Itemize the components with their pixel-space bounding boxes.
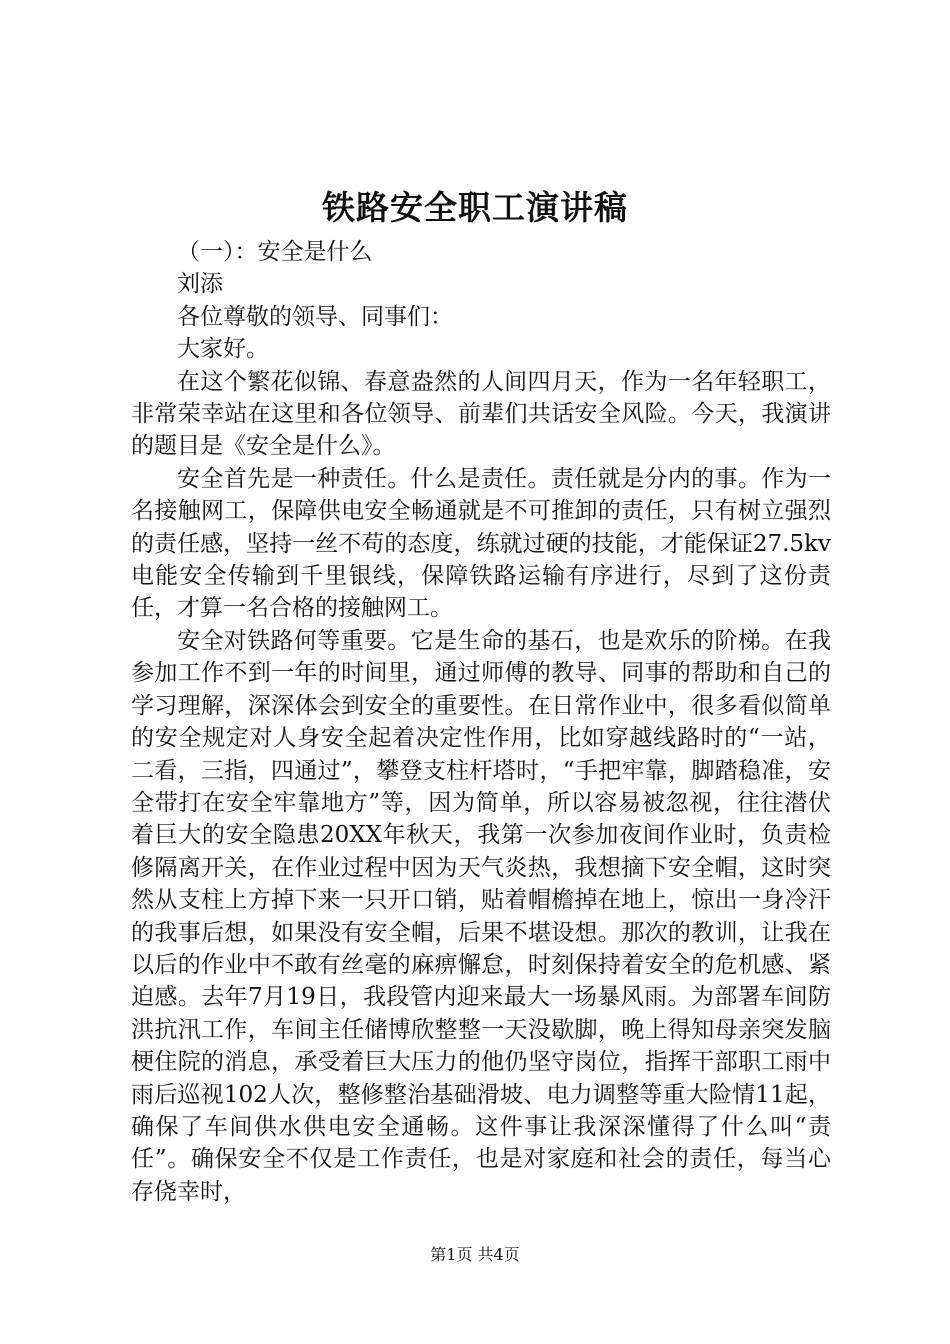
document-title: 铁路安全职工演讲稿	[322, 188, 628, 227]
body-paragraph: 在这个繁花似锦、春意盎然的人间四月天，作为一名年轻职工，非常荣幸站在这里和各位领导、前辈们共话安全风险。今天，我演讲的题目是《安全是什么》。	[131, 368, 831, 460]
greeting: 大家好。	[177, 336, 269, 363]
document-body	[131, 236, 831, 1208]
salutation: 各位尊敬的领导、同事们：	[177, 303, 453, 330]
body-paragraph: 安全对铁路何等重要。它是生命的基石，也是欢乐的阶梯。在我参加工作不到一年的时间里，通过师傅的教导、同事的帮助和自己的学习理解，深深体会到安全的重要性。在日常作业中，很多看似简单的安全规定对人身安全起着决定性作用，比如穿越线路时的“一站，二看，三指，四通过”，攀登支柱杆塔时，“手把牢靠，脚踏稳准，安全带打在安全牢靠地方”等，因为简单，所以容易被忽视，往往潜伏着巨大的安全隐患20XX年秋天，我第一次参加夜间作业时，负责检修隔离开关，在作业过程中因为天气炎热，我想摘下安全帽，这时突然从支柱上方掉下来一只开口销，贴着帽檐掉在地上，惊出一身冷汗的我事后想，如果没有安全帽，后果不堪设想。那次的教训，让我在以后的作业中不敢有丝毫的麻痹懈怠，时刻保持着安全的危机感、紧迫感。去年7月19日，我段管内迎来最大一场暴风雨。为部署车间防洪抗汛工作，车间主任储博欣整整一天没歇脚，晚上得知母亲突发脑梗住院的消息，承受着巨大压力的他仍坚守岗位，指挥干部职工雨中雨后巡视102人次，整修整治基础滑坡、电力调整等重大险情11起，确保了车间供水供电安全通畅。这件事让我深深懂得了什么叫“责任”。确保安全不仅是工作责任，也是对家庭和社会的责任，每当心存侥幸时，	[131, 627, 831, 1205]
section-heading: （一）：安全是什么	[177, 239, 373, 265]
author-name: 刘添	[177, 271, 223, 298]
page-footer: 第1页 共4页	[430, 1245, 520, 1264]
body-paragraph: 安全首先是一种责任。什么是责任。责任就是分内的事。作为一名接触网工，保障供电安全畅通就是不可推卸的责任，只有树立强烈的责任感，坚持一丝不苟的态度，练就过硬的技能，才能保证27.5kv电能安全传输到千里银线，保障铁路运输有序进行，尽到了这份责任，才算一名合格的接触网工。	[131, 465, 831, 622]
